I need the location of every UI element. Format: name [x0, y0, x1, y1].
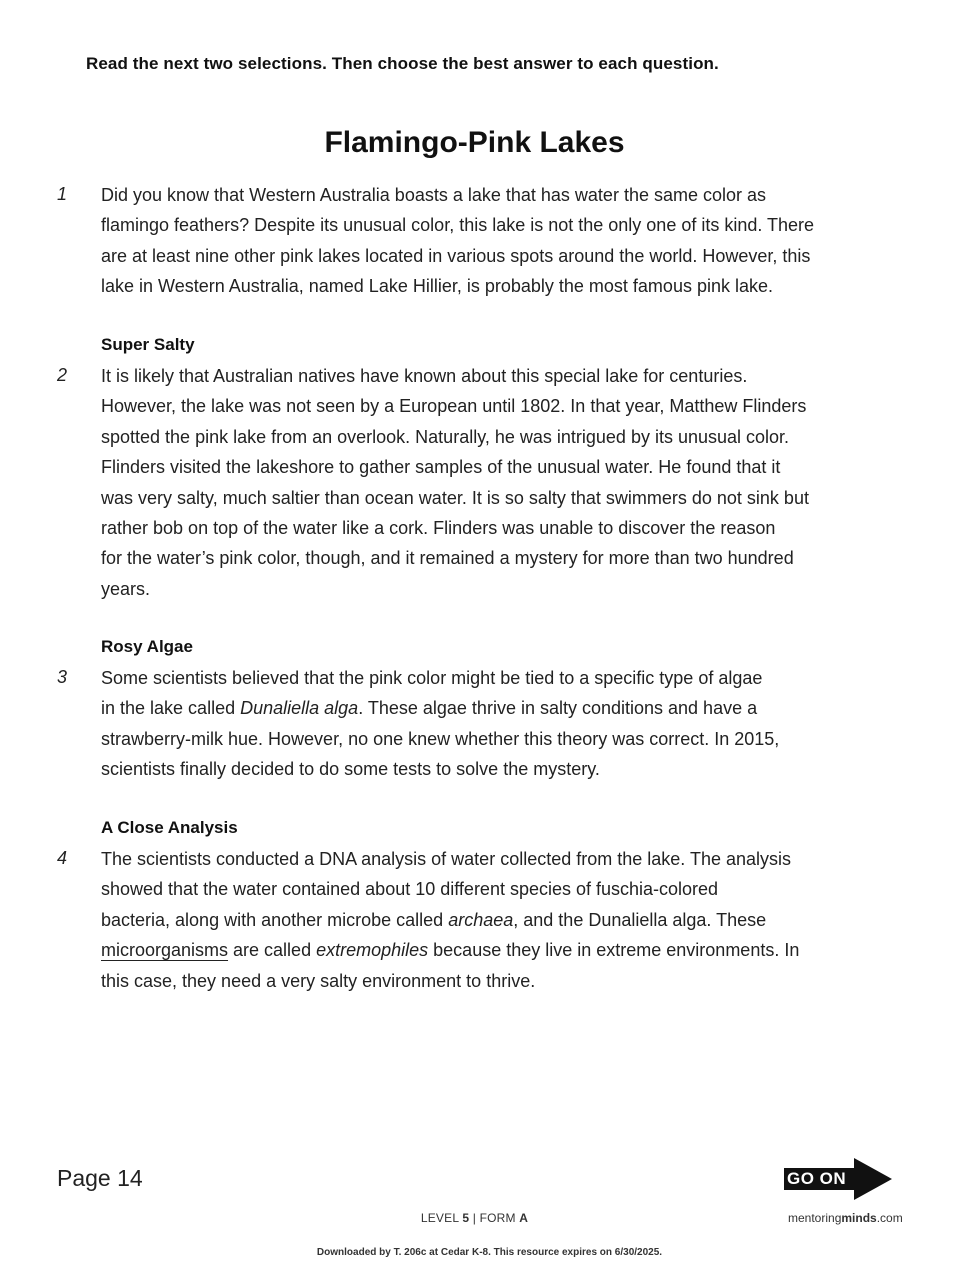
- paragraph-line: The scientists conducted a DNA analysis of water collected from the lake. The analysis: [101, 849, 792, 869]
- go-on-indicator: [784, 1158, 894, 1200]
- paragraph-line: rather bob on top of the water like a cork. Flinders was unable to discover the reason: [101, 518, 776, 539]
- paragraph-line: strawberry-milk hue. However, no one knew whether this theory was correct. In 2015,: [101, 728, 780, 749]
- paragraph-3: [101, 663, 901, 785]
- term-archaea: archaea: [448, 909, 514, 930]
- instructions: Read the next two selections. Then choose the best answer to each question.: [86, 54, 719, 73]
- brand-logo: mentoringminds.com: [788, 1211, 903, 1225]
- species-name: Dunaliella alga: [240, 698, 359, 719]
- paragraph-line: are at least nine other pink lakes located in various spots around the world. However, this: [101, 245, 811, 266]
- paragraph-number: 4: [57, 848, 68, 868]
- go-on-label: GO ON: [787, 1169, 847, 1188]
- term-extremophiles: extremophiles: [316, 940, 429, 961]
- paragraph-line: in the lake called Dunaliella alga. These algae thrive in salty conditions and have a: [101, 698, 758, 719]
- section-heading-super-salty: Super Salty: [101, 335, 195, 354]
- paragraph-2: [101, 361, 901, 604]
- paragraph-line: lake in Western Australia, named Lake Hillier, is probably the most famous pink lake.: [101, 276, 773, 297]
- section-heading-rosy-algae: Rosy Algae: [101, 637, 193, 656]
- paragraph-line: for the water’s pink color, though, and it remained a mystery for more than two hundred: [101, 548, 794, 569]
- paragraph-line: It is likely that Australian natives have known about this special lake for centuries.: [101, 366, 748, 386]
- paragraph-line: Some scientists believed that the pink color might be tied to a specific type of algae: [101, 668, 763, 688]
- paragraph-line: flamingo feathers? Despite its unusual color, this lake is not the only one of its kind. There: [101, 215, 815, 236]
- paragraph-line: scientists finally decided to do some tests to solve the mystery.: [101, 759, 600, 780]
- paragraph-number: 2: [57, 365, 68, 385]
- paragraph-line: spotted the pink lake from an overlook. Naturally, he was intrigued by its unusual color.: [101, 426, 790, 447]
- page-title: Flamingo-Pink Lakes: [324, 126, 625, 159]
- level-form-label: LEVEL 5 | FORM A: [420, 1211, 529, 1225]
- paragraph-1: [101, 180, 901, 302]
- paragraph-line: However, the lake was not seen by a European until 1802. In that year, Matthew Flinders: [101, 396, 807, 417]
- paragraph-4: [101, 844, 901, 996]
- paragraph-number: 3: [57, 667, 68, 687]
- paragraph-line: Did you know that Western Australia boasts a lake that has water the same color as: [101, 185, 767, 205]
- paragraph-line: bacteria, along with another microbe called archaea, and the Dunaliella alga. These: [101, 909, 767, 930]
- paragraph-line: this case, they need a very salty environment to thrive.: [101, 970, 536, 991]
- page-number: Page 14: [57, 1165, 143, 1191]
- paragraph-line: microorganisms are called extremophiles because they live in extreme environments. In: [101, 940, 800, 961]
- paragraph-number: 1: [57, 184, 68, 204]
- paragraph-line: showed that the water contained about 10 different species of fuschia-colored: [101, 879, 719, 900]
- download-notice: Downloaded by T. 206c at Cedar K-8. This resource expires on 6/30/2025.: [316, 1247, 663, 1258]
- paragraph-line: years.: [101, 578, 151, 599]
- arrow-right-icon: [854, 1158, 892, 1200]
- paragraph-line: was very salty, much saltier than ocean water. It is so salty that swimmers do not sink but: [101, 487, 809, 508]
- paragraph-line: Flinders visited the lakeshore to gather samples of the unusual water. He found that it: [101, 457, 781, 478]
- vocabulary-word: microorganisms: [101, 940, 229, 961]
- section-heading-close-analysis: A Close Analysis: [101, 818, 238, 837]
